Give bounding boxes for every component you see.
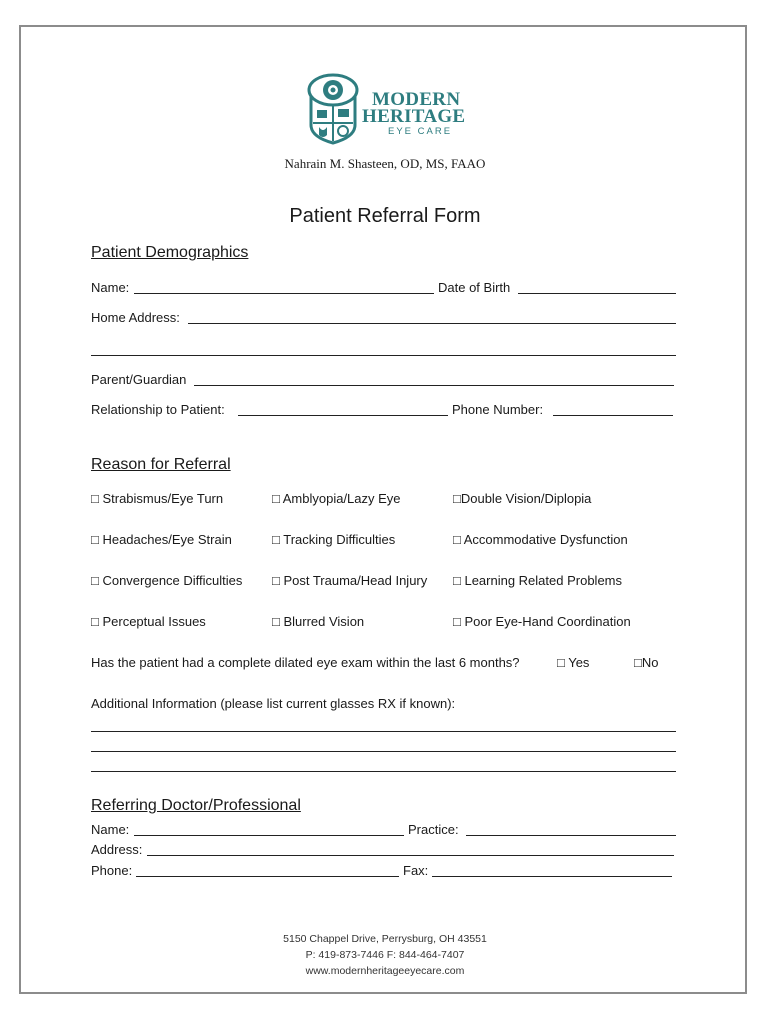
checkbox-tracking[interactable]: □ Tracking Difficulties bbox=[272, 532, 396, 547]
footer-phones: P: 419-873-7446 F: 844-464-7407 bbox=[305, 949, 465, 961]
additional-info-field-1[interactable] bbox=[91, 731, 676, 732]
home-address-field-2[interactable] bbox=[91, 355, 676, 356]
checkbox-dilated-no[interactable]: □No bbox=[634, 655, 659, 670]
doctor-name: Nahrain M. Shasteen, OD, MS, FAAO bbox=[284, 156, 486, 171]
relationship-label: Relationship to Patient: bbox=[91, 402, 225, 417]
checkbox-headaches[interactable]: □ Headaches/Eye Strain bbox=[91, 532, 232, 547]
checkbox-perceptual[interactable]: □ Perceptual Issues bbox=[91, 614, 206, 629]
section-heading-demographics: Patient Demographics bbox=[91, 244, 249, 261]
footer-website[interactable]: www.modernheritageeyecare.com bbox=[305, 965, 465, 977]
checkbox-eye-hand[interactable]: □ Poor Eye-Hand Coordination bbox=[453, 614, 631, 629]
checkbox-accommodative[interactable]: □ Accommodative Dysfunction bbox=[453, 532, 628, 547]
brand-name-line2: HERITAGE bbox=[362, 106, 466, 127]
checkbox-amblyopia[interactable]: □ Amblyopia/Lazy Eye bbox=[272, 491, 401, 506]
patient-phone-field[interactable] bbox=[553, 415, 673, 416]
fax-label: Fax: bbox=[403, 863, 429, 878]
relationship-field[interactable] bbox=[238, 415, 448, 416]
form-title: Patient Referral Form bbox=[289, 205, 481, 227]
checkbox-learning[interactable]: □ Learning Related Problems bbox=[453, 573, 622, 588]
guardian-field[interactable] bbox=[194, 385, 674, 386]
dob-field[interactable] bbox=[518, 293, 676, 294]
brand-name-line3: EYE CARE bbox=[388, 126, 453, 137]
dilated-exam-question: Has the patient had a complete dilated eye exam within the last 6 months? bbox=[91, 655, 520, 670]
section-heading-referral: Reason for Referral bbox=[91, 456, 231, 473]
home-address-field[interactable] bbox=[188, 323, 676, 324]
checkbox-post-trauma[interactable]: □ Post Trauma/Head Injury bbox=[272, 573, 428, 588]
home-address-label: Home Address: bbox=[91, 310, 180, 325]
checkbox-strabismus[interactable]: □ Strabismus/Eye Turn bbox=[91, 491, 224, 506]
referring-phone-field[interactable] bbox=[136, 876, 399, 877]
eye-shield-icon bbox=[305, 73, 361, 145]
referring-name-field[interactable] bbox=[134, 835, 404, 836]
referring-phone-label: Phone: bbox=[91, 863, 133, 878]
checkbox-double-vision[interactable]: □Double Vision/Diplopia bbox=[453, 491, 592, 506]
dob-label: Date of Birth bbox=[438, 280, 511, 295]
additional-info-field-2[interactable] bbox=[91, 751, 676, 752]
guardian-label: Parent/Guardian bbox=[91, 372, 187, 387]
brand-name-line1: MODERN bbox=[372, 89, 461, 110]
practice-label: Practice: bbox=[408, 822, 459, 837]
referring-address-field[interactable] bbox=[147, 855, 674, 856]
referring-name-label: Name: bbox=[91, 822, 130, 837]
checkbox-blurred-vision[interactable]: □ Blurred Vision bbox=[272, 614, 365, 629]
practice-field[interactable] bbox=[466, 835, 676, 836]
fax-field[interactable] bbox=[432, 876, 672, 877]
patient-name-label: Name: bbox=[91, 280, 130, 295]
checkbox-convergence[interactable]: □ Convergence Difficulties bbox=[91, 573, 243, 588]
checkbox-dilated-yes[interactable]: □ Yes bbox=[557, 655, 590, 670]
patient-phone-label: Phone Number: bbox=[452, 402, 544, 417]
referring-address-label: Address: bbox=[91, 842, 143, 857]
additional-info-field-3[interactable] bbox=[91, 771, 676, 772]
additional-info-label: Additional Information (please list current glasses RX if known): bbox=[91, 696, 456, 711]
patient-name-field[interactable] bbox=[134, 293, 434, 294]
footer-address: 5150 Chappel Drive, Perrysburg, OH 43551 bbox=[283, 933, 487, 945]
section-heading-referring: Referring Doctor/Professional bbox=[91, 797, 301, 814]
